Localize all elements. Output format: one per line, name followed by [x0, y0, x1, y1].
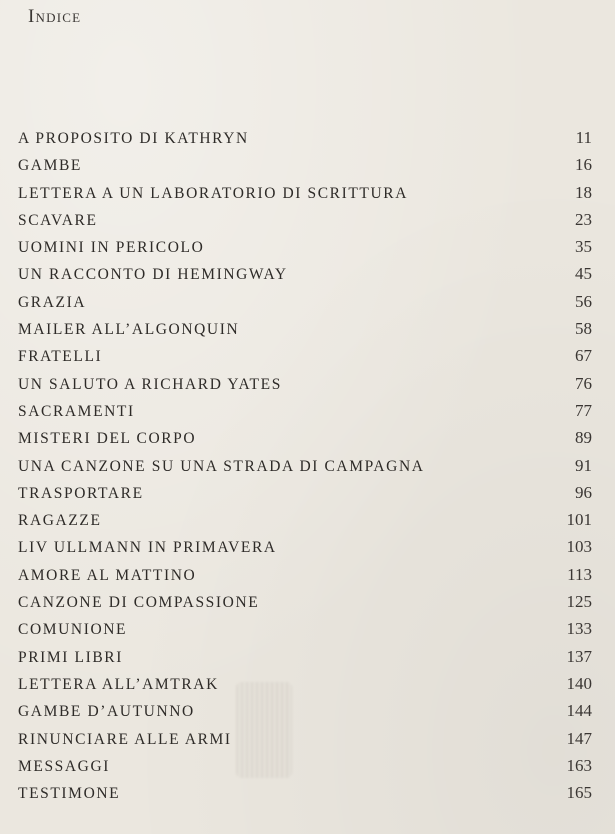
toc-entry-page-number: 76: [575, 373, 592, 393]
toc-entry: [18, 725, 592, 752]
toc-entry-title: FRATELLI: [18, 348, 103, 366]
toc-entry-title: LETTERA A UN LABORATORIO DI SCRITTURA: [18, 184, 409, 202]
toc-entry-page-number: 91: [575, 455, 592, 475]
toc-entry-title: GAMBE D’AUTUNNO: [18, 703, 195, 721]
toc-entry-title: RAGAZZE: [18, 512, 102, 530]
toc-entry-page-number: 96: [575, 482, 592, 502]
toc-entry-page-number: 77: [575, 400, 592, 420]
toc-entry-page-number: 16: [575, 155, 592, 175]
toc-entry-title: CANZONE DI COMPASSIONE: [18, 594, 260, 612]
toc-entry-page-number: 125: [566, 592, 592, 612]
toc-entry-page-number: 144: [566, 701, 592, 721]
toc-entry: [18, 479, 592, 506]
toc-entry-title: UN RACCONTO DI HEMINGWAY: [18, 266, 288, 284]
toc-entry: [18, 288, 592, 315]
toc-entry-page-number: 56: [575, 291, 592, 311]
toc-entry-title: AMORE AL MATTINO: [18, 566, 197, 584]
toc-entry: [18, 260, 592, 287]
page-title: Indice: [28, 6, 82, 27]
toc-entry-title: UNA CANZONE SU UNA STRADA DI CAMPAGNA: [18, 457, 425, 475]
toc-entry: [18, 206, 592, 233]
toc-entry-page-number: 163: [566, 755, 592, 775]
toc-entry-title: A PROPOSITO DI KATHRYN: [18, 130, 249, 147]
toc-entry: [18, 506, 592, 533]
toc-entry-page-number: 58: [575, 319, 592, 339]
toc-entry-title: COMUNIONE: [18, 621, 128, 639]
toc-entry: [18, 397, 592, 424]
toc-entry: [18, 424, 592, 451]
toc-entry: [18, 233, 592, 260]
table-of-contents: [18, 124, 592, 806]
toc-entry: [18, 342, 592, 369]
toc-entry: [18, 670, 592, 697]
toc-entry-page-number: 103: [566, 537, 592, 557]
toc-entry-title: UOMINI IN PERICOLO: [18, 239, 205, 257]
toc-entry: [18, 151, 592, 178]
toc-entry-page-number: 147: [566, 728, 592, 748]
toc-entry-page-number: 133: [566, 619, 592, 639]
toc-entry: [18, 752, 592, 779]
toc-entry: [18, 315, 592, 342]
toc-entry-page-number: 35: [575, 237, 592, 257]
toc-entry: [18, 561, 592, 588]
toc-entry-title: SACRAMENTI: [18, 402, 135, 420]
toc-entry-title: TESTIMONE: [18, 785, 121, 803]
toc-entry-page-number: 18: [575, 182, 592, 202]
toc-entry-title: LETTERA ALL’AMTRAK: [18, 675, 219, 693]
toc-entry-page-number: 67: [575, 346, 592, 366]
toc-entry-page-number: 101: [566, 510, 592, 530]
toc-entry: [18, 779, 592, 806]
toc-entry-page-number: 140: [566, 673, 592, 693]
toc-entry-title: PRIMI LIBRI: [18, 648, 124, 666]
toc-entry-page-number: 113: [567, 564, 592, 584]
toc-entry-page-number: 137: [566, 646, 592, 666]
toc-entry-title: MISTERI DEL CORPO: [18, 430, 197, 448]
toc-entry: [18, 452, 592, 479]
toc-entry: [18, 643, 592, 670]
toc-entry-page-number: 45: [575, 264, 592, 284]
toc-entry-page-number: 11: [575, 128, 592, 147]
toc-entry-title: GRAZIA: [18, 293, 87, 311]
toc-entry: [18, 533, 592, 560]
toc-entry: [18, 588, 592, 615]
toc-entry-title: LIV ULLMANN IN PRIMAVERA: [18, 539, 277, 557]
toc-entry: [18, 124, 592, 151]
toc-entry-title: MAILER ALL’ALGONQUIN: [18, 321, 240, 339]
toc-entry-title: SCAVARE: [18, 211, 98, 229]
toc-entry-title: TRASPORTARE: [18, 484, 144, 502]
toc-entry: [18, 615, 592, 642]
toc-entry-title: UN SALUTO A RICHARD YATES: [18, 375, 282, 393]
toc-entry: [18, 370, 592, 397]
toc-entry-title: RINUNCIARE ALLE ARMI: [18, 730, 232, 748]
toc-entry-title: GAMBE: [18, 157, 82, 175]
toc-entry-page-number: 165: [566, 783, 592, 803]
toc-entry-page-number: 89: [575, 428, 592, 448]
toc-entry-title: MESSAGGI: [18, 757, 111, 775]
toc-entry-page-number: 23: [575, 209, 592, 229]
toc-entry: [18, 179, 592, 206]
toc-entry: [18, 697, 592, 724]
